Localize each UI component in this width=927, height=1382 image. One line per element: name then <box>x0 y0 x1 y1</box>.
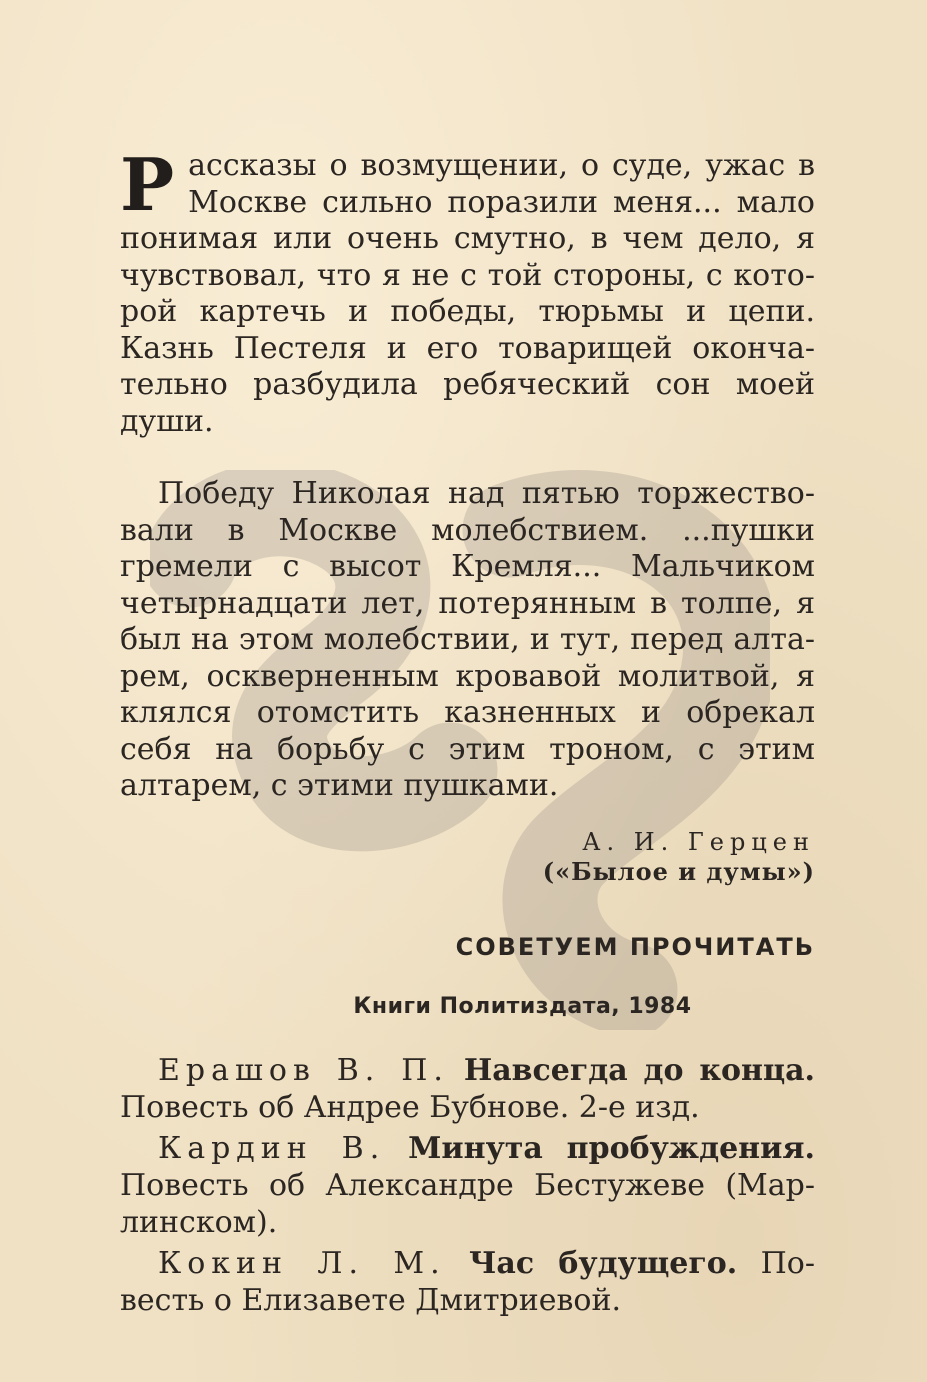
book-entry <box>120 1052 815 1126</box>
page-content <box>120 142 816 1323</box>
book-title: Навсегда до конца. <box>463 1052 816 1088</box>
recommend-subheading: Книги Политиздата, 1984 <box>353 994 692 1019</box>
book-author: Ерашов В. П. <box>158 1052 449 1088</box>
book-author: Кокин Л. М. <box>158 1245 446 1281</box>
epigraph-paragraph-1 <box>120 142 815 440</box>
book-title: Час будущего. <box>469 1245 738 1281</box>
book-list <box>120 1052 815 1319</box>
book-entry <box>120 1245 815 1319</box>
book-author: Кардин В. <box>158 1130 386 1166</box>
epigraph-attribution <box>120 827 815 887</box>
book-description: По-весть о Елизавете Дмитриевой. <box>120 1245 815 1318</box>
book-description: Повесть об Андрее Бубнове. 2-е изд. <box>120 1089 700 1125</box>
book-entry <box>120 1130 815 1241</box>
epigraph-paragraph-2: Победу Николая над пятью торжество-вали в Москве молебствием. ...пушки гремели с высот Кремля... Мальчиком четырнадцати лет, потерянным в толпе, я был на этом молебствии, и тут, перед алта-рем, оскверненным кровавой молитвой, я клялся отомстить казненных и обрекал себя на борьбу с этим троном, с этим алтарем, с этими пушками. <box>120 476 815 803</box>
epigraph-source: («Былое и думы») <box>542 856 815 886</box>
recommend-heading: СОВЕТУЕМ ПРОЧИТАТЬ <box>455 932 815 961</box>
book-description: Повесть об Александре Бестужеве (Мар-линском). <box>120 1167 815 1240</box>
epigraph-author: А. И. Герцен <box>582 827 815 856</box>
book-title: Минута пробуждения. <box>408 1130 815 1166</box>
epigraph-paragraph-1-text: ассказы о возмущении, о суде, ужас в Москве сильно поразили меня... мало понимая или очень смутно, в чем дело, я чувствовал, что я не с той стороны, с кото-рой картечь и победы, тюрьмы и цепи. Казнь Пестеля и его товарищей оконча-тельно разбудила ребяческий сон моей души. <box>120 148 815 439</box>
drop-cap: Р <box>120 142 175 227</box>
